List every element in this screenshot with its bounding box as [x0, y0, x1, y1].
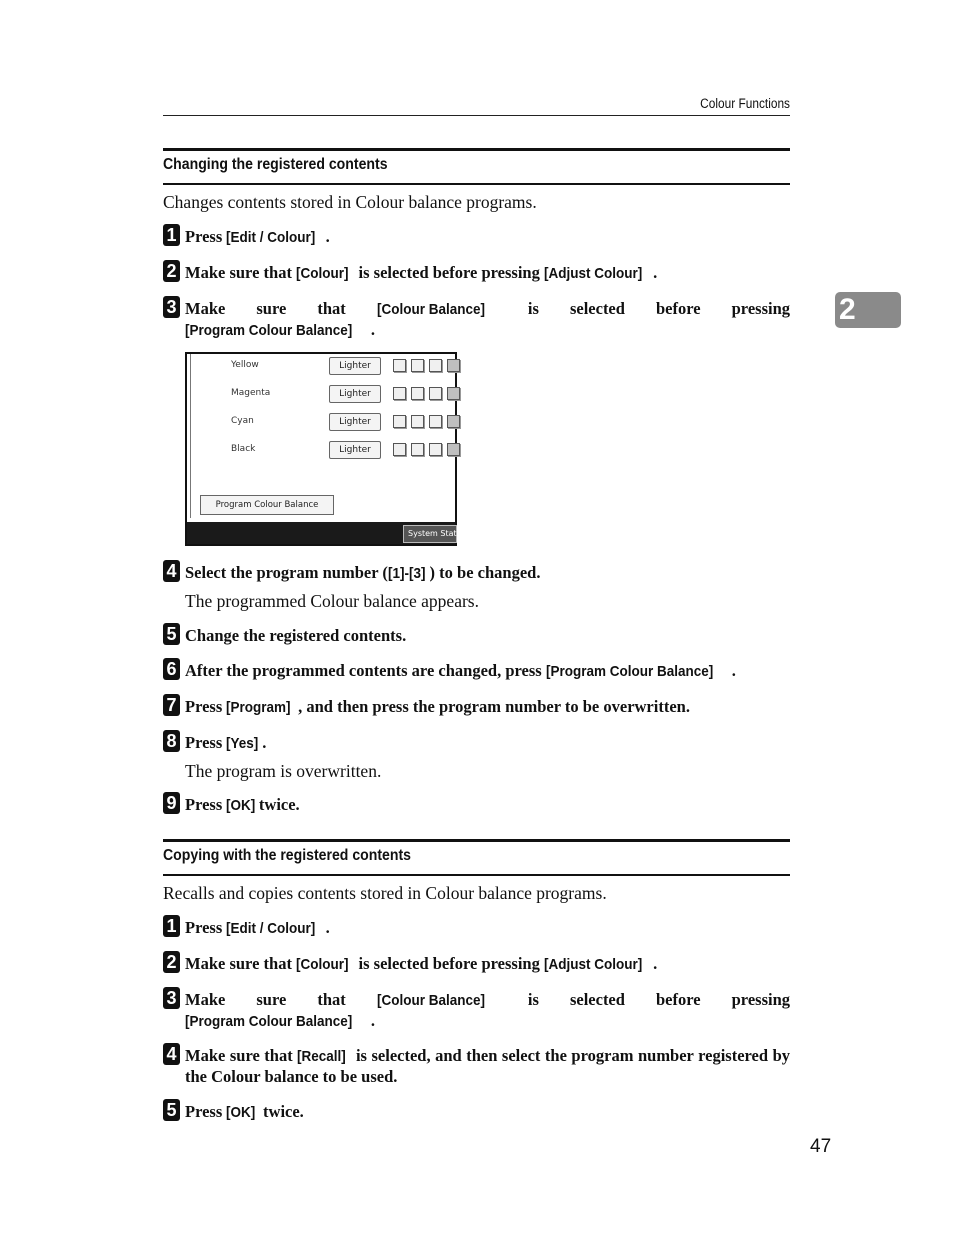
step-text: Change the registered contents.	[185, 626, 407, 645]
colour-label-yellow: Yellow	[231, 360, 259, 370]
section-intro: Recalls and copies contents stored in Colour balance programs.	[163, 883, 607, 903]
step-text: Make sure that [Colour Balance] is selected before pressing [Program Colour Balance] .	[185, 990, 791, 1030]
lighter-button-cyan[interactable]: Lighter	[329, 413, 381, 431]
colour-label-black: Black	[231, 444, 256, 454]
screen-content	[190, 354, 456, 518]
step-number: 6	[163, 658, 180, 680]
step-number: 2	[163, 260, 180, 282]
page-number: 47	[810, 1136, 832, 1157]
level-square[interactable]	[411, 415, 424, 428]
step-number: 8	[163, 730, 180, 752]
lighter-button-black[interactable]: Lighter	[329, 441, 381, 459]
level-square[interactable]	[429, 387, 442, 400]
step-text: Make sure that [Colour] is selected before pressing [Adjust Colour] .	[185, 954, 658, 973]
step-text: Press [OK] twice.	[185, 795, 300, 814]
section-rule-top	[163, 839, 790, 842]
step-number: 3	[163, 296, 180, 318]
step-number: 2	[163, 951, 180, 973]
level-square[interactable]	[411, 443, 424, 456]
level-square[interactable]	[411, 359, 424, 372]
section-intro: Changes contents stored in Colour balance programs.	[163, 192, 537, 212]
step-number: 5	[163, 623, 180, 645]
section-rule-bottom	[163, 183, 790, 185]
level-square[interactable]	[393, 359, 406, 372]
section-rule-top	[163, 148, 790, 151]
step-number: 4	[163, 1043, 180, 1065]
system-status-button[interactable]: System Status	[403, 525, 457, 543]
chapter-number: 2	[839, 293, 856, 326]
section-title: Changing the registered contents	[163, 156, 388, 173]
header-rule	[163, 115, 790, 116]
step-text: Make sure that [Colour Balance] is selected before pressing [Program Colour Balance] .	[185, 299, 791, 339]
level-square[interactable]	[447, 415, 460, 428]
step-number: 5	[163, 1099, 180, 1121]
step-text: After the programmed contents are changed, press [Program Colour Balance] .	[185, 661, 736, 680]
running-header: Colour Functions	[700, 96, 790, 111]
step-text: Select the program number ([1]-[3] ) to be changed.	[185, 563, 541, 582]
step-number: 1	[163, 224, 180, 246]
section-title: Copying with the registered contents	[163, 847, 411, 864]
step-text: Press [Program] , and then press the program number to be overwritten.	[185, 697, 690, 716]
step-text: Press [Yes] .	[185, 733, 267, 752]
step-number: 3	[163, 987, 180, 1009]
step-number: 7	[163, 694, 180, 716]
level-square[interactable]	[429, 359, 442, 372]
level-square[interactable]	[393, 415, 406, 428]
level-square[interactable]	[393, 387, 406, 400]
colour-label-cyan: Cyan	[231, 416, 254, 426]
level-square[interactable]	[393, 443, 406, 456]
level-square[interactable]	[429, 443, 442, 456]
step-number: 1	[163, 915, 180, 937]
program-colour-balance-button[interactable]: Program Colour Balance	[200, 495, 334, 515]
level-square[interactable]	[447, 387, 460, 400]
screen-status-bar	[187, 522, 466, 544]
colour-label-magenta: Magenta	[231, 388, 271, 398]
step-text: Make sure that [Recall] is selected, and then select the program number registered by the Colour balance to be used.	[185, 1046, 790, 1086]
step-text: Press [Edit / Colour] .	[185, 227, 330, 246]
chapter-tab	[835, 292, 901, 328]
level-square[interactable]	[411, 387, 424, 400]
level-square[interactable]	[429, 415, 442, 428]
lighter-button-magenta[interactable]: Lighter	[329, 385, 381, 403]
step-number: 4	[163, 560, 180, 582]
lighter-button-yellow[interactable]: Lighter	[329, 357, 381, 375]
level-square[interactable]	[447, 359, 460, 372]
step-note: The program is overwritten.	[185, 761, 382, 781]
step-note: The programmed Colour balance appears.	[185, 591, 479, 611]
step-text: Make sure that [Colour] is selected before pressing [Adjust Colour] .	[185, 263, 658, 282]
step-text: Press [Edit / Colour] .	[185, 918, 330, 937]
step-number: 9	[163, 792, 180, 814]
section-rule-bottom	[163, 874, 790, 876]
step-text: Press [OK] twice.	[185, 1102, 304, 1121]
control-panel-screen	[185, 352, 466, 546]
level-square[interactable]	[447, 443, 460, 456]
